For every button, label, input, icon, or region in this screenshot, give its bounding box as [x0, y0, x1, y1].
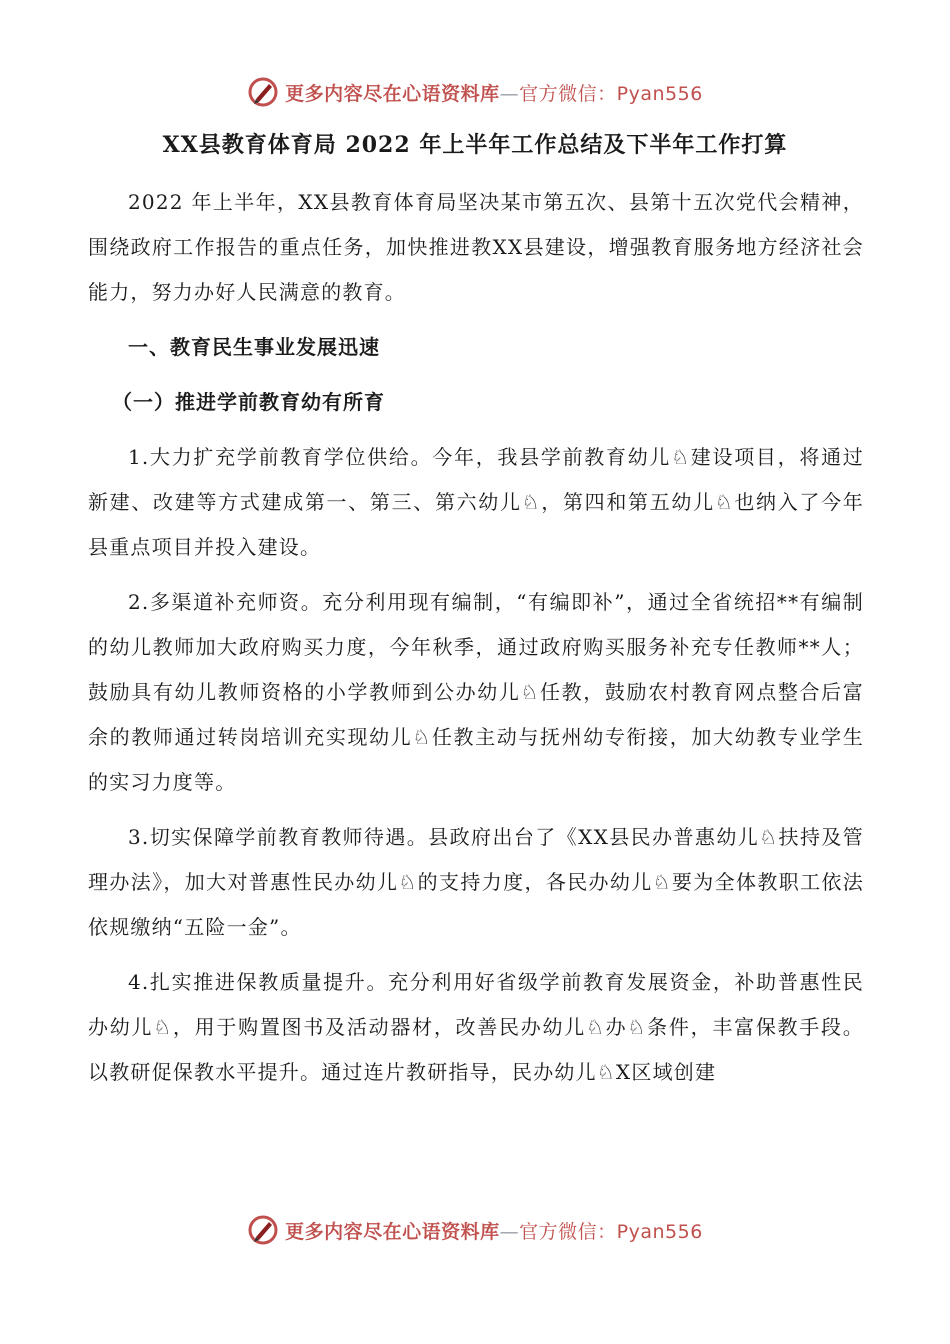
list-item: 3.切实保障学前教育教师待遇。县政府出台了《XX县民办普惠幼儿♘扶持及管理办法》，加大对普惠性民办幼儿♘的支持力度，各民办幼儿♘要为全体教职工依法依规缴纳“五险一金”。 — [88, 825, 864, 939]
list-item: 4.扎实推进保教质量提升。充分利用好省级学前教育发展资金，补助普惠性民办幼儿♘，用于购置图书及活动器材，改善民办幼儿♘办♘条件，丰富保教手段。以教研促保教水平提升。通过连片教研指导，民办幼儿♘X区域创建 — [88, 970, 864, 1084]
pen-logo-icon — [247, 1214, 279, 1246]
document-title: XX县教育体育局 2022 年上半年工作总结及下半年工作打算 — [162, 132, 788, 158]
header-banner — [0, 72, 950, 112]
list-item: 2.多渠道补充师资。充分利用现有编制，“有编即补”，通过全省统招**有编制的幼儿教师加大政府购买力度，今年秋季，通过政府购买服务补充专任教师**人；鼓励具有幼儿教师资格的小学教师到公办幼儿♘任教，鼓励农村教育网点整合后富余的教师通过转岗培训充实现幼儿♘任教主动与抚州幼专衔接，加大幼教专业学生的实习力度等。 — [88, 590, 864, 794]
pen-logo-icon — [247, 76, 279, 108]
banner-dash: — — [499, 1220, 520, 1243]
footer-banner — [0, 1210, 950, 1250]
banner-wechat: 官方微信：Pyan556 — [519, 1220, 703, 1243]
document-body — [88, 180, 864, 1105]
banner-dash: — — [499, 82, 520, 105]
banner-wechat: 官方微信：Pyan556 — [519, 82, 703, 105]
section-heading: 一、教育民生事业发展迅速 — [128, 335, 380, 359]
banner-text — [285, 1217, 703, 1244]
banner-site-name: 更多内容尽在心语资料库 — [285, 1220, 500, 1243]
list-item: 1.大力扩充学前教育学位供给。今年，我县学前教育幼儿♘建设项目，将通过新建、改建等方式建成第一、第三、第六幼儿♘，第四和第五幼儿♘也纳入了今年县重点项目并投入建设。 — [88, 445, 864, 559]
banner-site-name: 更多内容尽在心语资料库 — [285, 82, 500, 105]
banner-text — [285, 79, 703, 106]
intro-paragraph: 2022 年上半年，XX县教育体育局坚决某市第五次、县第十五次党代会精神，围绕政府工作报告的重点任务，加快推进教XX县建设，增强教育服务地方经济社会能力，努力办好人民满意的教育。 — [88, 190, 864, 304]
subsection-heading: （一）推进学前教育幼有所育 — [112, 390, 385, 414]
